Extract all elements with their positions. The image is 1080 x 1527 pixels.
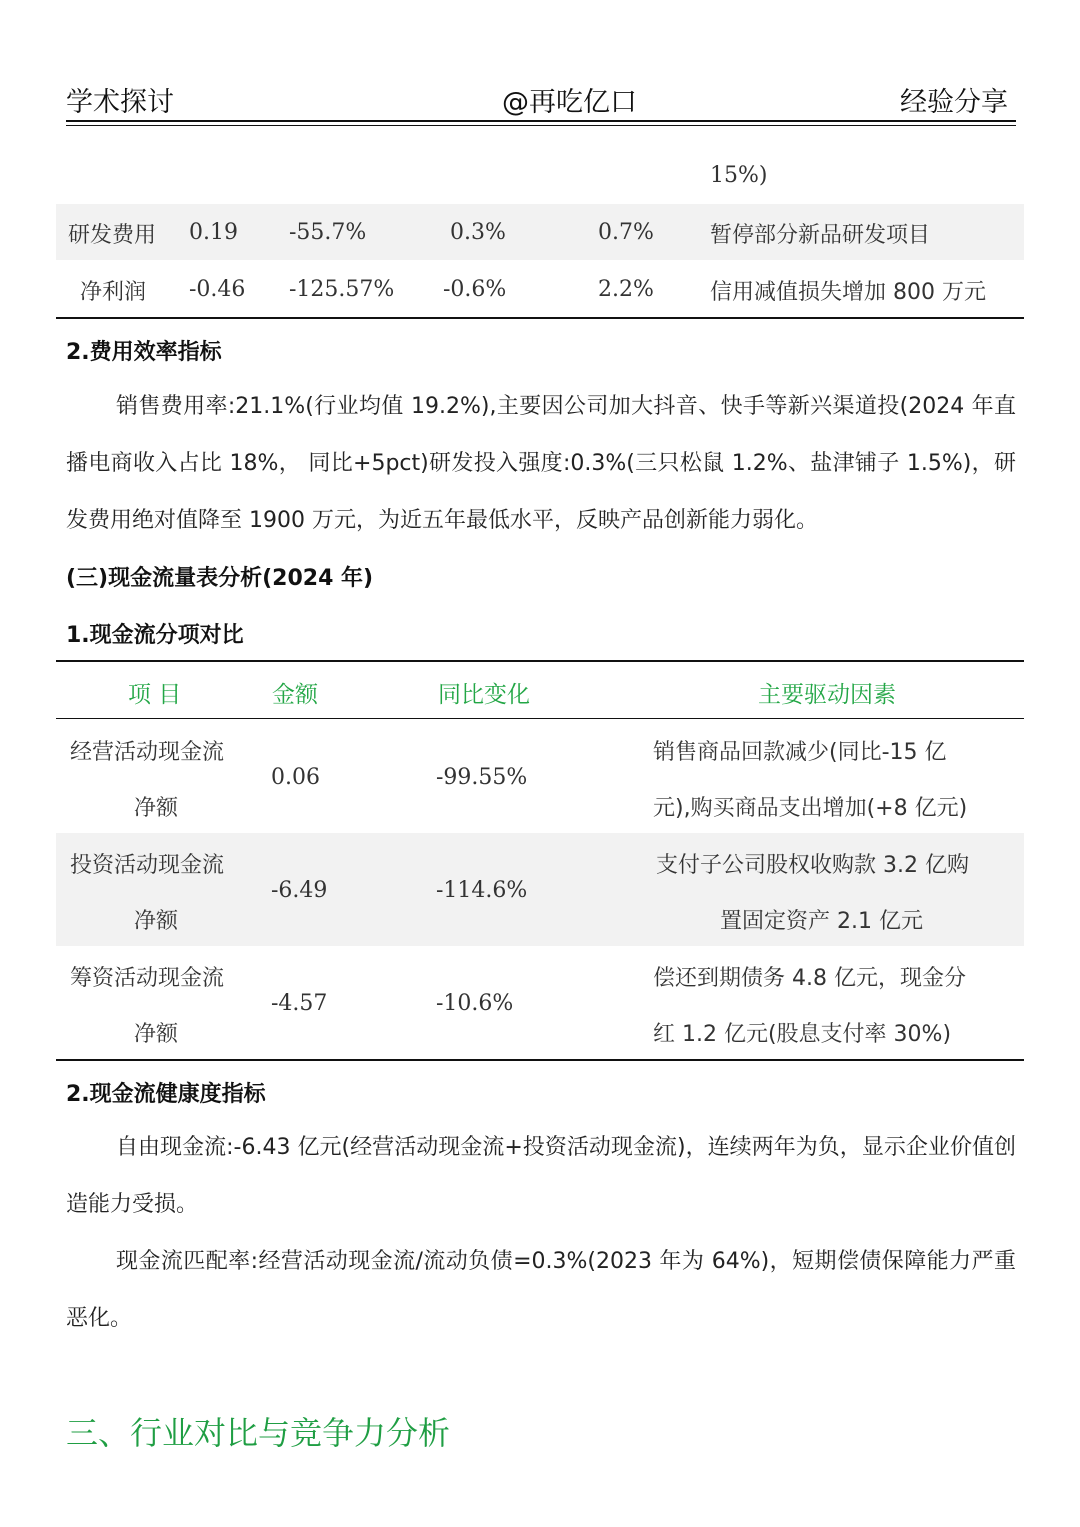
table2-cell-driver: 偿还到期债务 4.8 亿元，现金分: [653, 966, 966, 991]
table2-cell-change: -99.55%: [436, 765, 528, 790]
header-author: @再吃亿口: [502, 87, 637, 118]
section-title: 三、行业对比与竞争力分析: [66, 1414, 451, 1452]
table2-cell-amount: 0.06: [271, 765, 320, 790]
table2-bottom-rule: [56, 1059, 1024, 1061]
table1-cell-item: 净利润: [80, 280, 147, 305]
table1-cell-value: -125.57%: [289, 277, 395, 302]
page-header: [66, 80, 1016, 124]
expense-paragraph: 销售费用率:21.1%(行业均值 19.2%),主要因公司加大抖音、快手等新兴渠道投(2024 年直播电商收入占比 18%， 同比+5pct)研发投入强度:0.3%(三只松鼠 1.2%、盐津铺子 1.5%)，研发费用绝对值降至 1900 万元，为近五年最低水平，反映产品创新能力弱化。: [66, 394, 1016, 533]
paragraph: [66, 378, 1016, 549]
table2-header-change: 同比变化: [438, 682, 530, 708]
table2-cell-driver: 红 1.2 亿元(股息支付率 30%): [653, 1022, 952, 1047]
table2-cell-change: -114.6%: [436, 878, 528, 903]
table1-cell-value: 2.2%: [598, 277, 654, 302]
table2-header-rule: [56, 718, 1024, 719]
table1-cell-value: 0.19: [189, 220, 238, 245]
table2-cell-item: 净额: [134, 796, 179, 821]
table2-cell-amount: -6.49: [271, 878, 328, 903]
table1-cell-value: -0.46: [189, 277, 246, 302]
table1-cell-value: 0.7%: [598, 220, 654, 245]
table2-cell-amount: -4.57: [271, 991, 328, 1016]
header-rule-thin: [66, 125, 1016, 126]
free-cashflow-paragraph: 自由现金流:-6.43 亿元(经营活动现金流+投资活动现金流)，连续两年为负，显示企业价值创造能力受损。: [66, 1135, 1016, 1217]
table2-cell-item: 筹资活动现金流: [70, 966, 225, 991]
table2-cell-item: 投资活动现金流: [70, 853, 225, 878]
table2-top-rule: [56, 660, 1024, 662]
header-rule: [66, 120, 1016, 122]
section-heading: 2.现金流健康度指标: [66, 1082, 266, 1107]
table2-cell-driver: 支付子公司股权收购款 3.2 亿购: [656, 853, 969, 878]
table2-header-amount: 金额: [272, 682, 318, 708]
section-heading: (三)现金流量表分析(2024 年): [66, 566, 374, 591]
table2-header-driver: 主要驱动因素: [758, 682, 896, 708]
paragraph: [66, 1233, 1016, 1347]
table1-cell-value: 0.3%: [450, 220, 506, 245]
table2-header-item: 项 目: [128, 682, 182, 708]
table2-cell-driver: 置固定资产 2.1 亿元: [720, 909, 923, 934]
subsection-heading: 1.现金流分项对比: [66, 623, 244, 648]
table2-cell-item: 经营活动现金流: [70, 740, 225, 765]
table1-bottom-rule: [56, 317, 1024, 319]
table1-cell-value: -55.7%: [289, 220, 367, 245]
table2-cell-driver: 元),购买商品支出增加(+8 亿元): [653, 796, 968, 821]
table1-cell-item: 研发费用: [68, 223, 157, 248]
table1-cell-note: 暂停部分新品研发项目: [710, 223, 931, 248]
paragraph: [66, 1119, 1016, 1233]
header-left-label: 学术探讨: [66, 87, 174, 118]
table2-cell-driver: 销售商品回款减少(同比-15 亿: [653, 740, 947, 765]
table1-continuation-text: 15%): [710, 163, 768, 188]
header-right-label: 经验分享: [900, 87, 1008, 118]
table1-cell-note: 信用减值损失增加 800 万元: [710, 280, 986, 305]
cashflow-match-paragraph: 现金流匹配率:经营活动现金流/流动负债=0.3%(2023 年为 64%)，短期偿债保障能力严重恶化。: [66, 1249, 1016, 1331]
table1-cell-value: -0.6%: [443, 277, 507, 302]
section-heading: 2.费用效率指标: [66, 340, 222, 365]
table2-cell-item: 净额: [134, 1022, 179, 1047]
table2-cell-item: 净额: [134, 909, 179, 934]
table2-cell-change: -10.6%: [436, 991, 514, 1016]
